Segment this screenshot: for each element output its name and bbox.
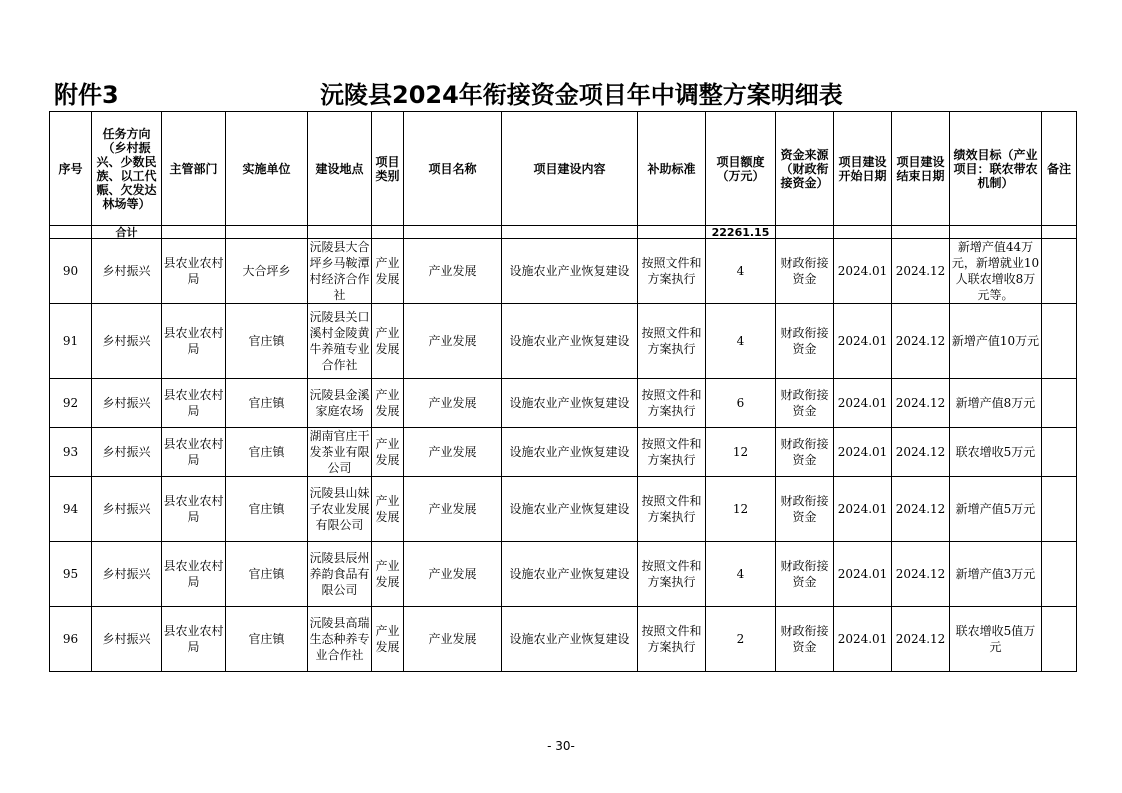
cell-dept [162, 542, 226, 607]
cell-name-text: 产业发展 [428, 264, 477, 278]
cell-unit-text: 官庄镇 [248, 567, 285, 581]
cell-fund-text: 财政衔接资金 [780, 559, 829, 589]
cell-seq-text: 95 [62, 567, 79, 581]
cell-subsidy-text: 按照文件和方案执行 [641, 624, 702, 654]
cell-subsidy [638, 379, 706, 428]
cell-subsidy-text: 按照文件和方案执行 [641, 388, 702, 418]
cell-end [892, 607, 950, 672]
cell-direction-text: 乡村振兴 [102, 567, 151, 581]
col-header-direction: 任务方向（乡村振兴、少数民族、以工代赈、欠发达林场等） [92, 112, 162, 226]
cell-direction [92, 542, 162, 607]
cell-unit-text: 官庄镇 [248, 334, 285, 348]
cell-start-text: 2024.01 [837, 567, 888, 581]
cell-end-text: 2024.12 [895, 502, 946, 516]
cell-dept [162, 379, 226, 428]
cell-end [892, 379, 950, 428]
cell-fund [776, 477, 834, 542]
cell-seq-text: 91 [62, 334, 79, 348]
cell-subsidy [638, 239, 706, 304]
cell-amount [706, 239, 776, 304]
table-header-row [50, 112, 1077, 226]
cell-seq [50, 542, 92, 607]
cell-unit-text: 官庄镇 [248, 502, 285, 516]
cell-category [372, 239, 404, 304]
cell-content [502, 542, 638, 607]
cell-direction [92, 428, 162, 477]
cell-location [308, 607, 372, 672]
cell-seq [50, 304, 92, 379]
cell-category-text: 产业发展 [375, 624, 400, 654]
cell-amount-text: 12 [732, 502, 749, 516]
col-header-category: 项目类别 [372, 112, 404, 226]
cell-amount [706, 607, 776, 672]
cell-seq-text: 93 [62, 445, 79, 459]
cell-location-text: 沅陵县大合坪乡马鞍潭村经济合作社 [309, 240, 370, 302]
cell-dept [162, 239, 226, 304]
cell-name-text: 产业发展 [428, 567, 477, 581]
cell-name-text: 产业发展 [428, 334, 477, 348]
col-header-name: 项目名称 [404, 112, 502, 226]
cell-location [308, 477, 372, 542]
cell-name-text: 产业发展 [428, 502, 477, 516]
cell-amount [706, 428, 776, 477]
cell-fund [776, 379, 834, 428]
cell-remark [1042, 477, 1077, 542]
cell-content-text: 设施农业产业恢复建设 [509, 264, 630, 278]
cell-amount-text: 4 [736, 334, 745, 348]
cell-name [404, 607, 502, 672]
cell-category [372, 428, 404, 477]
cell-unit-text: 官庄镇 [248, 396, 285, 410]
cell-fund-text: 财政衔接资金 [780, 624, 829, 654]
cell-category-text: 产业发展 [375, 326, 400, 356]
cell-fund-text: 财政衔接资金 [780, 494, 829, 524]
cell-dept-text: 县农业农村局 [163, 326, 224, 356]
cell-end [892, 304, 950, 379]
cell-amount-text: 2 [736, 632, 745, 646]
cell-amount [706, 304, 776, 379]
cell-name-text: 产业发展 [428, 396, 477, 410]
cell-unit [226, 542, 308, 607]
cell-dept [162, 428, 226, 477]
total-label: 合计 [92, 226, 162, 239]
cell-amount-text: 4 [736, 264, 745, 278]
cell-direction [92, 477, 162, 542]
cell-start-text: 2024.01 [837, 445, 888, 459]
cell-start-text: 2024.01 [837, 334, 888, 348]
cell-dept-text: 县农业农村局 [163, 624, 224, 654]
cell-name [404, 477, 502, 542]
cell-subsidy [638, 304, 706, 379]
cell-location-text: 沅陵县辰州养韵食品有限公司 [309, 551, 370, 597]
cell-fund [776, 428, 834, 477]
cell-category-text: 产业发展 [375, 559, 400, 589]
cell-end [892, 428, 950, 477]
col-header-amount: 项目额度（万元） [706, 112, 776, 226]
col-header-location: 建设地点 [308, 112, 372, 226]
col-header-unit: 实施单位 [226, 112, 308, 226]
cell-start-text: 2024.01 [837, 632, 888, 646]
cell-seq [50, 428, 92, 477]
cell-dept-text: 县农业农村局 [163, 437, 224, 467]
cell-amount [706, 379, 776, 428]
cell-dept [162, 607, 226, 672]
cell-category [372, 542, 404, 607]
cell-unit [226, 477, 308, 542]
cell-start [834, 542, 892, 607]
cell-location-text: 沅陵县高瑞生态种养专业合作社 [309, 616, 370, 662]
cell-category-text: 产业发展 [375, 437, 400, 467]
cell-remark [1042, 379, 1077, 428]
table-row [50, 428, 1077, 477]
cell-goal [950, 607, 1042, 672]
cell-goal [950, 428, 1042, 477]
cell-goal-text: 新增产值44万元，新增就业10人联农增收8万元等。 [951, 240, 1040, 302]
cell-seq-text: 94 [62, 502, 79, 516]
cell-fund [776, 542, 834, 607]
cell-start-text: 2024.01 [837, 264, 888, 278]
cell-unit-text: 官庄镇 [248, 445, 285, 459]
cell-goal-text: 新增产值10万元 [951, 334, 1040, 348]
cell-category [372, 477, 404, 542]
cell-content-text: 设施农业产业恢复建设 [509, 567, 630, 581]
cell-seq [50, 477, 92, 542]
cell-name [404, 239, 502, 304]
cell-fund-text: 财政衔接资金 [780, 256, 829, 286]
cell-fund-text: 财政衔接资金 [780, 326, 829, 356]
cell-start [834, 607, 892, 672]
cell-location [308, 239, 372, 304]
cell-location [308, 542, 372, 607]
cell-content [502, 428, 638, 477]
attachment-label: 附件3 [54, 81, 119, 109]
cell-amount-text: 12 [732, 445, 749, 459]
cell-subsidy [638, 607, 706, 672]
cell-seq [50, 239, 92, 304]
total-row [50, 226, 1077, 239]
cell-content-text: 设施农业产业恢复建设 [509, 445, 630, 459]
cell-direction [92, 379, 162, 428]
cell-category [372, 304, 404, 379]
cell-category [372, 379, 404, 428]
cell-goal-text: 新增产值8万元 [955, 396, 1036, 410]
cell-dept-text: 县农业农村局 [163, 256, 224, 286]
table-row [50, 379, 1077, 428]
total-cell-empty [50, 226, 92, 239]
cell-category [372, 607, 404, 672]
cell-goal [950, 239, 1042, 304]
cell-direction-text: 乡村振兴 [102, 445, 151, 459]
total-amount: 22261.15 [706, 226, 776, 239]
cell-name-text: 产业发展 [428, 632, 477, 646]
cell-amount [706, 542, 776, 607]
cell-unit-text: 大合坪乡 [242, 264, 291, 278]
cell-goal [950, 542, 1042, 607]
cell-end [892, 239, 950, 304]
cell-fund-text: 财政衔接资金 [780, 388, 829, 418]
table-row [50, 542, 1077, 607]
col-header-goal: 绩效目标（产业项目：联农带农机制） [950, 112, 1042, 226]
cell-amount-text: 4 [736, 567, 745, 581]
cell-direction-text: 乡村振兴 [102, 632, 151, 646]
cell-goal [950, 477, 1042, 542]
cell-goal [950, 304, 1042, 379]
cell-end [892, 477, 950, 542]
cell-remark [1042, 428, 1077, 477]
cell-content [502, 239, 638, 304]
cell-amount-text: 6 [736, 396, 745, 410]
cell-seq [50, 379, 92, 428]
cell-direction-text: 乡村振兴 [102, 502, 151, 516]
cell-unit [226, 379, 308, 428]
cell-dept [162, 477, 226, 542]
cell-fund [776, 239, 834, 304]
cell-location-text: 湖南官庄干发茶业有限公司 [309, 429, 370, 475]
cell-fund [776, 304, 834, 379]
cell-content [502, 304, 638, 379]
cell-end-text: 2024.12 [895, 334, 946, 348]
cell-content-text: 设施农业产业恢复建设 [509, 396, 630, 410]
cell-category-text: 产业发展 [375, 388, 400, 418]
cell-start [834, 239, 892, 304]
cell-content [502, 379, 638, 428]
cell-end-text: 2024.12 [895, 632, 946, 646]
cell-goal-text: 新增产值5万元 [955, 502, 1036, 516]
cell-subsidy [638, 477, 706, 542]
cell-name [404, 304, 502, 379]
cell-subsidy-text: 按照文件和方案执行 [641, 559, 702, 589]
cell-direction [92, 239, 162, 304]
col-header-dept: 主管部门 [162, 112, 226, 226]
page-title: 沅陵县2024年衔接资金项目年中调整方案明细表 [320, 81, 843, 109]
cell-remark [1042, 542, 1077, 607]
cell-start [834, 477, 892, 542]
project-table [49, 111, 1077, 672]
page-number: - 30- [547, 739, 575, 753]
cell-start-text: 2024.01 [837, 502, 888, 516]
cell-subsidy [638, 542, 706, 607]
col-header-fund: 资金来源（财政衔接资金） [776, 112, 834, 226]
cell-name [404, 428, 502, 477]
cell-seq-text: 96 [62, 632, 79, 646]
cell-goal-text: 联农增收5值万元 [955, 624, 1036, 654]
cell-location [308, 304, 372, 379]
cell-start [834, 379, 892, 428]
cell-dept-text: 县农业农村局 [163, 494, 224, 524]
cell-remark [1042, 239, 1077, 304]
cell-direction-text: 乡村振兴 [102, 334, 151, 348]
table-row [50, 607, 1077, 672]
col-header-remark: 备注 [1042, 112, 1077, 226]
cell-category-text: 产业发展 [375, 494, 400, 524]
cell-seq [50, 607, 92, 672]
cell-subsidy [638, 428, 706, 477]
cell-name [404, 542, 502, 607]
cell-goal-text: 新增产值3万元 [955, 567, 1036, 581]
cell-content [502, 477, 638, 542]
table-row [50, 239, 1077, 304]
cell-content-text: 设施农业产业恢复建设 [509, 334, 630, 348]
cell-content-text: 设施农业产业恢复建设 [509, 632, 630, 646]
cell-name-text: 产业发展 [428, 445, 477, 459]
cell-fund [776, 607, 834, 672]
cell-direction [92, 304, 162, 379]
cell-dept [162, 304, 226, 379]
cell-name [404, 379, 502, 428]
cell-goal-text: 联农增收5万元 [955, 445, 1036, 459]
cell-end-text: 2024.12 [895, 445, 946, 459]
col-header-start: 项目建设开始日期 [834, 112, 892, 226]
cell-content-text: 设施农业产业恢复建设 [509, 502, 630, 516]
cell-end-text: 2024.12 [895, 264, 946, 278]
cell-end-text: 2024.12 [895, 396, 946, 410]
cell-unit [226, 607, 308, 672]
cell-remark [1042, 304, 1077, 379]
cell-subsidy-text: 按照文件和方案执行 [641, 437, 702, 467]
cell-end-text: 2024.12 [895, 567, 946, 581]
cell-start-text: 2024.01 [837, 396, 888, 410]
cell-subsidy-text: 按照文件和方案执行 [641, 326, 702, 356]
col-header-seq: 序号 [50, 112, 92, 226]
cell-unit [226, 428, 308, 477]
table-row [50, 304, 1077, 379]
cell-fund-text: 财政衔接资金 [780, 437, 829, 467]
cell-subsidy-text: 按照文件和方案执行 [641, 494, 702, 524]
cell-unit-text: 官庄镇 [248, 632, 285, 646]
cell-dept-text: 县农业农村局 [163, 388, 224, 418]
col-header-end: 项目建设结束日期 [892, 112, 950, 226]
cell-direction [92, 607, 162, 672]
table-row [50, 477, 1077, 542]
cell-seq-text: 92 [62, 396, 79, 410]
cell-unit [226, 304, 308, 379]
cell-amount [706, 477, 776, 542]
cell-direction-text: 乡村振兴 [102, 264, 151, 278]
cell-category-text: 产业发展 [375, 256, 400, 286]
cell-unit [226, 239, 308, 304]
cell-start [834, 304, 892, 379]
cell-location [308, 428, 372, 477]
cell-subsidy-text: 按照文件和方案执行 [641, 256, 702, 286]
cell-dept-text: 县农业农村局 [163, 559, 224, 589]
cell-location-text: 沅陵县山妹子农业发展有限公司 [309, 486, 370, 532]
cell-location-text: 沅陵县金溪家庭农场 [309, 388, 370, 418]
cell-direction-text: 乡村振兴 [102, 396, 151, 410]
cell-end [892, 542, 950, 607]
cell-location [308, 379, 372, 428]
cell-location-text: 沅陵县关口溪村金陵黄牛养殖专业合作社 [309, 310, 370, 372]
cell-remark [1042, 607, 1077, 672]
col-header-subsidy: 补助标准 [638, 112, 706, 226]
cell-start [834, 428, 892, 477]
cell-content [502, 607, 638, 672]
cell-goal [950, 379, 1042, 428]
col-header-content: 项目建设内容 [502, 112, 638, 226]
cell-seq-text: 90 [62, 264, 79, 278]
